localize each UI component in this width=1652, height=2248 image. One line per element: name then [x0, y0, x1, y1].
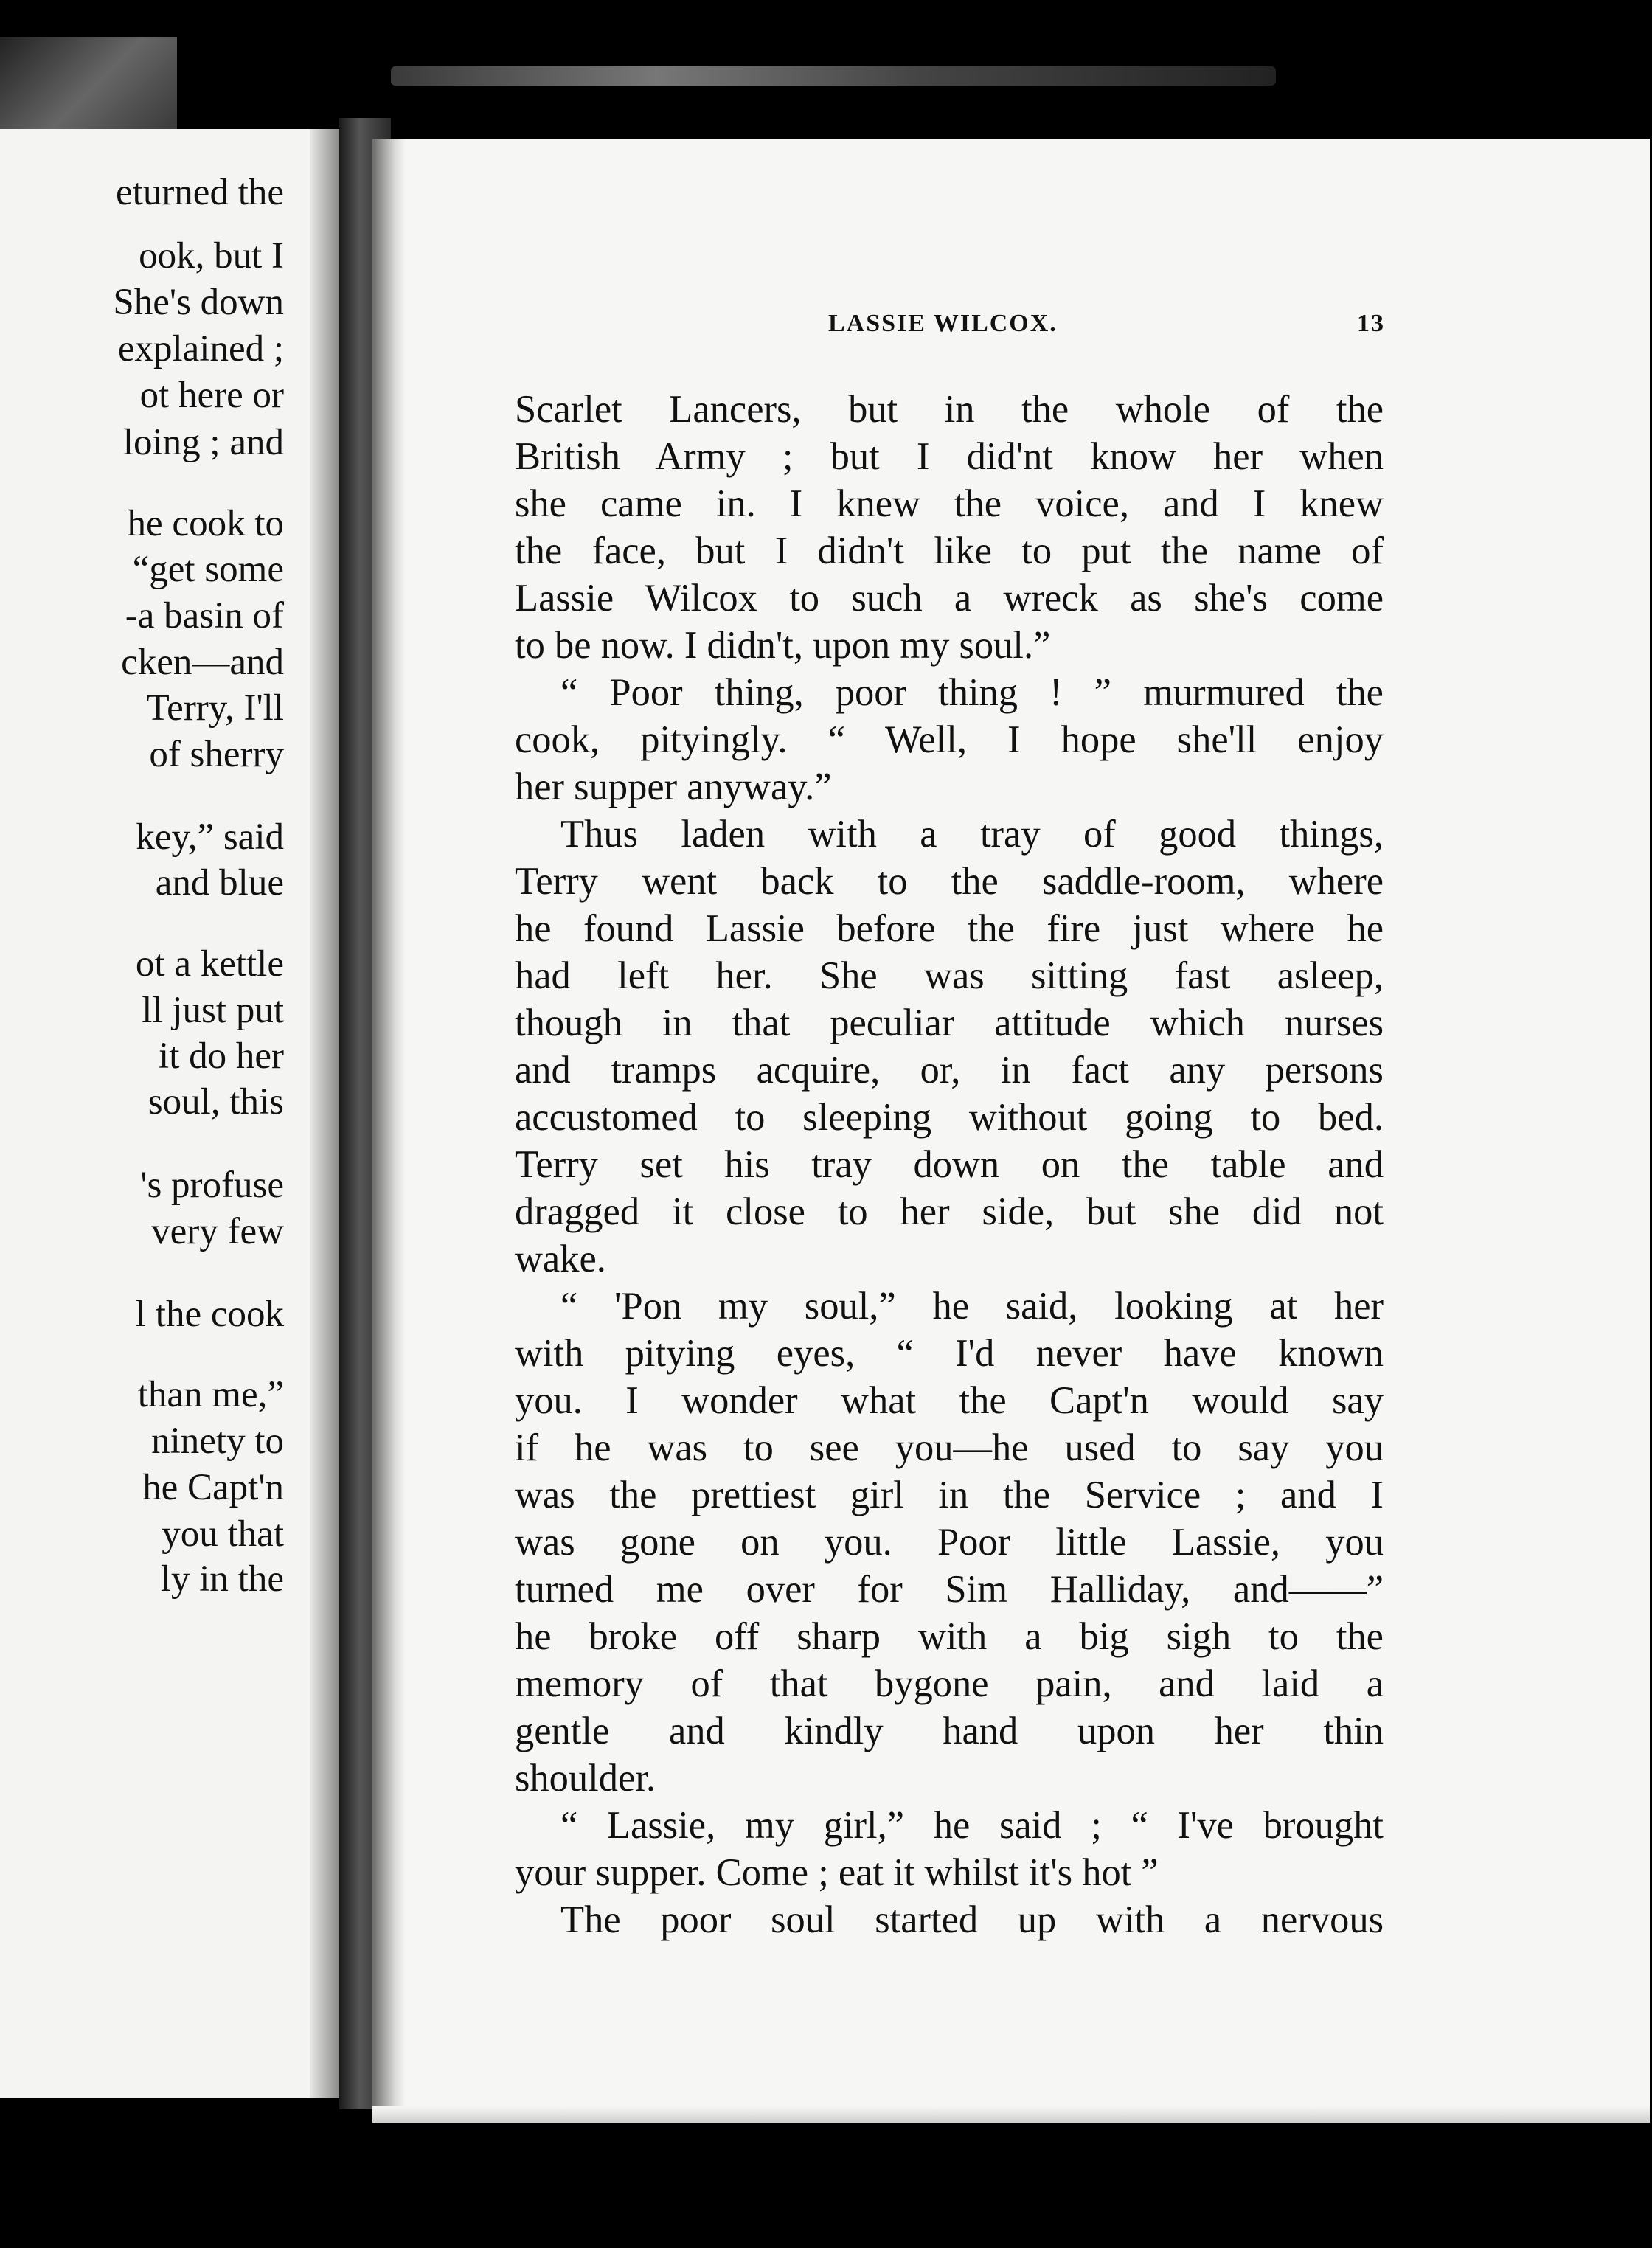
left-page-line: eturned the: [116, 172, 284, 213]
body-line: Terry set his tray down on the table and: [515, 1143, 1384, 1186]
running-title: LASSIE WILCOX.: [828, 310, 1058, 337]
body-line: if he was to see you—he used to say you: [515, 1426, 1384, 1469]
body-line: dragged it close to her side, but she did not: [515, 1190, 1384, 1233]
scan-binding-artifact: [391, 66, 1276, 86]
body-line: “ Poor thing, poor thing ! ” murmured the: [560, 671, 1384, 714]
left-page-line: you that: [162, 1513, 284, 1555]
left-page-line: ot here or: [139, 375, 284, 416]
body-line: British Army ; but I did'nt know her when: [515, 435, 1384, 478]
left-page-line: -a basin of: [125, 595, 284, 636]
page-number: 13: [1357, 310, 1385, 337]
left-page-line: ook, but I: [139, 235, 284, 277]
left-page-line: ly in the: [160, 1558, 284, 1600]
scan-top-strip: [0, 37, 1652, 118]
left-page-line: ll just put: [142, 990, 284, 1031]
left-page-line: of sherry: [149, 734, 284, 775]
body-line: Thus laden with a tray of good things,: [560, 813, 1384, 856]
left-page-line: 's profuse: [140, 1165, 284, 1206]
body-line: with pitying eyes, “ I'd never have known: [515, 1332, 1384, 1375]
left-page-gutter-shadow: [310, 129, 339, 2098]
right-page-gutter-shadow: [372, 139, 406, 2123]
left-page-line: it do her: [159, 1035, 284, 1077]
body-line: he found Lassie before the fire just where he: [515, 907, 1384, 950]
left-page-line: “get some: [132, 549, 284, 590]
body-line: Terry went back to the saddle-room, where: [515, 860, 1384, 903]
body-line: “ Lassie, my girl,” he said ; “ I've brought: [560, 1804, 1384, 1847]
body-line: to be now. I didn't, upon my soul.”: [515, 624, 1051, 667]
left-page-line: l the cook: [135, 1294, 284, 1335]
body-line: her supper anyway.”: [515, 766, 832, 808]
left-page-line: She's down: [113, 282, 284, 323]
left-page-line: ot a kettle: [135, 943, 284, 985]
body-line: Scarlet Lancers, but in the whole of the: [515, 388, 1384, 431]
body-line: memory of that bygone pain, and laid a: [515, 1662, 1384, 1705]
body-line: The poor soul started up with a nervous: [560, 1898, 1384, 1941]
body-line: had left her. She was sitting fast asleep,: [515, 954, 1384, 997]
left-page-line: Terry, I'll: [146, 687, 284, 729]
body-line: shoulder.: [515, 1757, 656, 1800]
body-line: Lassie Wilcox to such a wreck as she's come: [515, 577, 1384, 620]
left-page-line: explained ;: [117, 328, 284, 370]
body-line: she came in. I knew the voice, and I knew: [515, 482, 1384, 525]
left-page: [0, 129, 339, 2098]
right-page: [372, 139, 1650, 2123]
body-line: you. I wonder what the Capt'n would say: [515, 1379, 1384, 1422]
body-line: he broke off sharp with a big sigh to the: [515, 1615, 1384, 1658]
body-line: gentle and kindly hand upon her thin: [515, 1710, 1384, 1752]
body-line: was gone on you. Poor little Lassie, you: [515, 1521, 1384, 1564]
left-page-line: very few: [151, 1211, 284, 1252]
body-line: wake.: [515, 1238, 606, 1280]
body-line: turned me over for Sim Halliday, and——”: [515, 1568, 1384, 1611]
right-page-bottom-shadow: [372, 2106, 1650, 2123]
body-line: accustomed to sleeping without going to bed.: [515, 1096, 1384, 1139]
left-page-line: ninety to: [151, 1420, 284, 1462]
left-page-line: soul, this: [148, 1081, 284, 1123]
left-page-line: and blue: [155, 862, 284, 903]
body-line: was the prettiest girl in the Service ; and I: [515, 1474, 1384, 1516]
body-line: “ 'Pon my soul,” he said, looking at her: [560, 1285, 1384, 1328]
body-text: [515, 386, 1384, 1943]
left-page-line: than me,”: [137, 1374, 284, 1415]
left-page-line: key,” said: [136, 816, 284, 858]
body-line: your supper. Come ; eat it whilst it's hot ”: [515, 1851, 1159, 1894]
left-page-line: he cook to: [127, 503, 284, 544]
body-line: and tramps acquire, or, in fact any persons: [515, 1049, 1384, 1092]
left-page-line: loing ; and: [122, 422, 284, 463]
left-page-line: cken—and: [121, 642, 284, 683]
left-page-line: he Capt'n: [142, 1467, 284, 1508]
body-line: though in that peculiar attitude which nurses: [515, 1002, 1384, 1044]
body-line: cook, pityingly. “ Well, I hope she'll enjoy: [515, 718, 1384, 761]
body-line: the face, but I didn't like to put the name of: [515, 530, 1384, 572]
